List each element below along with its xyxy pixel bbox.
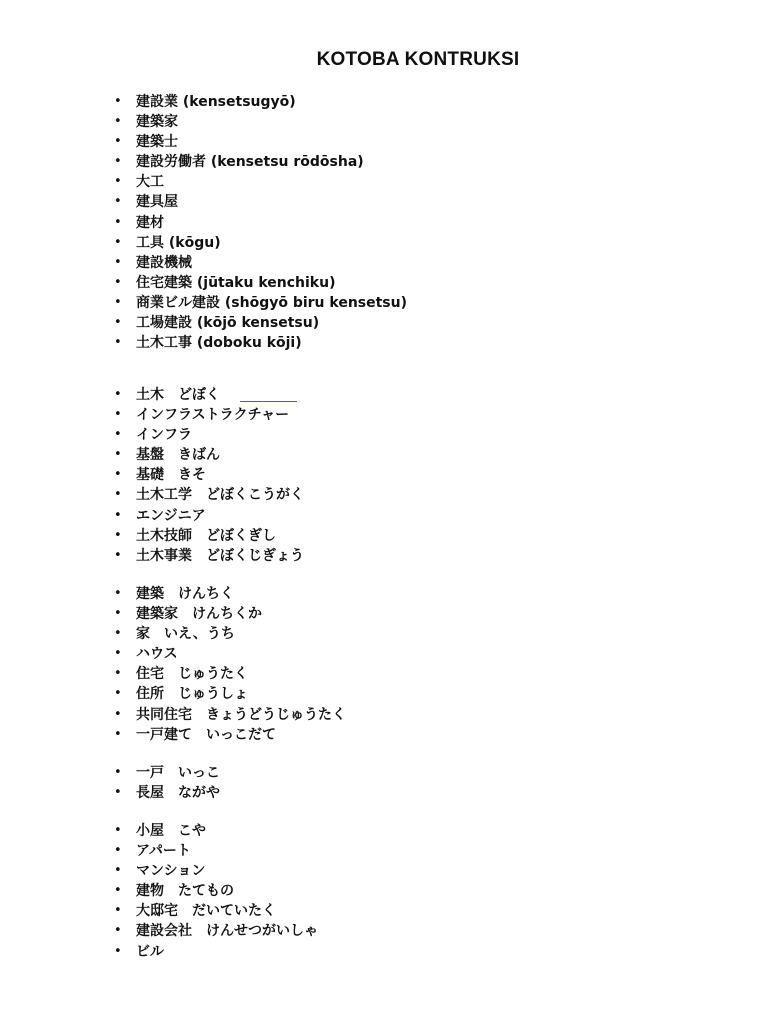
list-item: • ハウス xyxy=(110,644,346,664)
list-item: • 大工 xyxy=(110,172,407,192)
list-item: • ビル xyxy=(110,942,318,962)
list-item: • 基礎 きそ xyxy=(110,465,304,485)
list-item: • インフラストラクチャー xyxy=(110,405,304,425)
vocab-list-house-types xyxy=(110,763,220,803)
list-item: • インフラ xyxy=(110,425,304,445)
list-item: • 住所 じゅうしょ xyxy=(110,684,346,704)
list-item: • 建築 けんちく xyxy=(110,584,346,604)
list-item: • 建設労働者 (kensetsu rōdōsha) xyxy=(110,152,407,172)
list-item: • 住宅建築 (jūtaku kenchiku) xyxy=(110,273,407,293)
list-item: • 共同住宅 きょうどうじゅうたく xyxy=(110,705,346,725)
vocab-list-civil-engineering xyxy=(110,385,304,566)
list-item: • 建設機械 xyxy=(110,253,407,273)
vocab-list-architecture-housing xyxy=(110,584,346,745)
list-item: • 工具 (kōgu) xyxy=(110,233,407,253)
list-item: • 大邸宅 だいていたく xyxy=(110,901,318,921)
list-item: • 建材 xyxy=(110,213,407,233)
list-item: • 土木 どぼく xyxy=(110,385,304,405)
list-item: • 建築家 けんちくか xyxy=(110,604,346,624)
list-item: • 一戸建て いっこだて xyxy=(110,725,346,745)
list-item: • 建築士 xyxy=(110,132,407,152)
list-item: • 基盤 きばん xyxy=(110,445,304,465)
list-item: • 住宅 じゅうたく xyxy=(110,664,346,684)
list-item: • 長屋 ながや xyxy=(110,783,220,803)
list-item: • 建設会社 けんせつがいしゃ xyxy=(110,921,318,941)
list-item: • 商業ビル建設 (shōgyō biru kensetsu) xyxy=(110,293,407,313)
list-item: • 土木工学 どぼくこうがく xyxy=(110,485,304,505)
list-item: • 土木工事 (doboku kōji) xyxy=(110,333,407,353)
page-title: KOTOBA KONTRUKSI xyxy=(316,49,520,70)
list-item: • 建物 たてもの xyxy=(110,881,318,901)
list-item: • 土木技師 どぼくぎし xyxy=(110,526,304,546)
list-item: • 一戸 いっこ xyxy=(110,763,220,783)
list-item: • 建築家 xyxy=(110,112,407,132)
vocab-list-buildings xyxy=(110,821,318,962)
vocab-list-construction-terms xyxy=(110,92,407,353)
list-item: • 土木事業 どぼくじぎょう xyxy=(110,546,304,566)
list-item: • アパート xyxy=(110,841,318,861)
list-item: • 小屋 こや xyxy=(110,821,318,841)
list-item: • 建具屋 xyxy=(110,192,407,212)
list-item: • 家 いえ、うち xyxy=(110,624,346,644)
list-item: • 建設業 (kensetsugyō) xyxy=(110,92,407,112)
list-item: • エンジニア xyxy=(110,506,304,526)
list-item: • 工場建設 (kōjō kensetsu) xyxy=(110,313,407,333)
list-item: • マンション xyxy=(110,861,318,881)
